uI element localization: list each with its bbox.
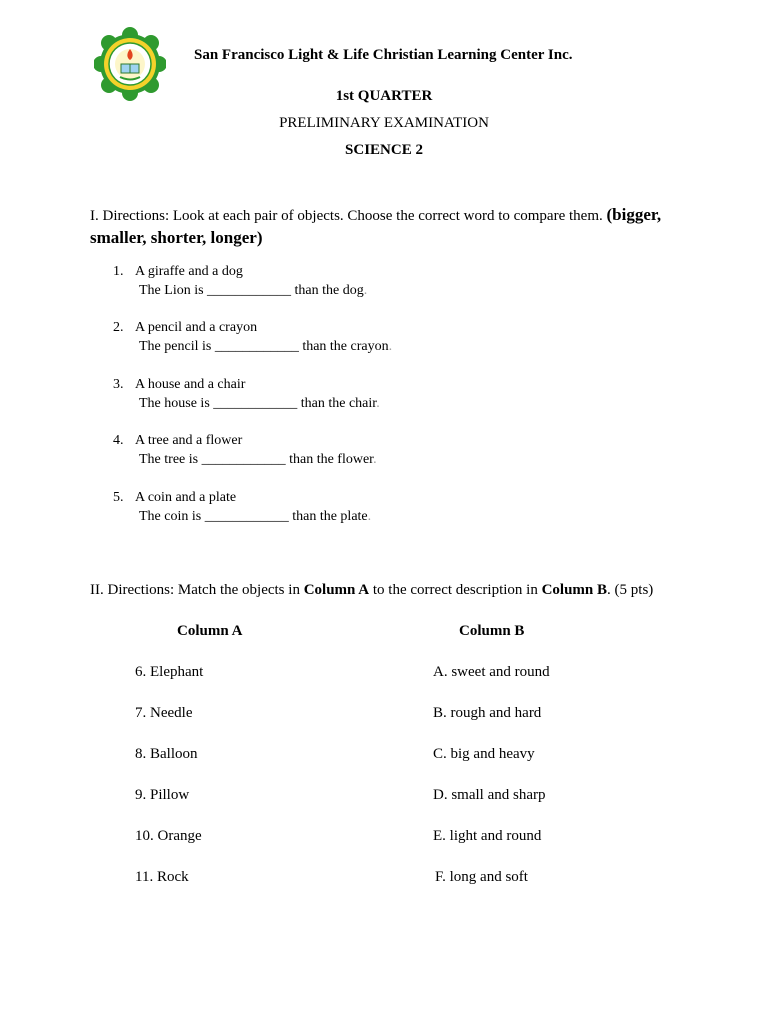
question-number: 1. (113, 264, 124, 279)
question-sentence (139, 339, 392, 355)
sentence-end: than the plate (292, 509, 368, 524)
question-number: 4. (113, 433, 124, 448)
question-sentence (139, 283, 367, 299)
column-b-item: B. rough and hard (433, 705, 542, 721)
part2-directions-post: . (5 pts) (607, 582, 654, 598)
part2-directions (90, 582, 653, 599)
exam-type: PRELIMINARY EXAMINATION (279, 115, 489, 131)
sentence-end: than the dog (294, 283, 364, 298)
answer-blank[interactable]: ____________ (214, 339, 299, 354)
column-a-item: 7. Needle (135, 705, 193, 721)
part2-directions-pre: II. Directions: Match the objects in (90, 582, 300, 598)
sentence-end: than the chair (300, 396, 377, 411)
column-a-ref: Column A (303, 582, 370, 598)
question-pair (113, 264, 243, 280)
answer-blank[interactable]: ____________ (201, 452, 286, 467)
column-b-ref: Column B (541, 582, 608, 598)
sentence-period: . (376, 396, 380, 411)
column-b-item: E. light and round (433, 828, 542, 844)
question-pair (113, 320, 257, 336)
column-b-item: F. long and soft (435, 869, 528, 885)
column-a-item: 10. Orange (135, 828, 202, 844)
sentence-end: than the flower (289, 452, 374, 467)
column-b-header: Column B (459, 623, 525, 639)
sentence-start: The coin is (139, 509, 202, 524)
question-pair-text: A giraffe and a dog (135, 264, 243, 279)
sentence-start: The house is (139, 396, 210, 411)
question-pair (113, 377, 245, 393)
word-bank: (bigger, smaller, shorter, longer) (90, 205, 662, 247)
sentence-period: . (363, 283, 368, 298)
question-pair-text: A house and a chair (135, 377, 246, 392)
question-pair-text: A tree and a flower (135, 433, 243, 448)
sentence-start: The tree is (139, 452, 199, 467)
column-a-header: Column A (177, 623, 243, 639)
question-number: 3. (113, 377, 124, 392)
column-b-item: D. small and sharp (433, 787, 546, 803)
column-a-item: 9. Pillow (135, 787, 190, 803)
question-number: 2. (113, 320, 124, 335)
sentence-period: . (388, 339, 393, 354)
question-pair-text: A coin and a plate (135, 490, 237, 505)
answer-blank[interactable]: ____________ (207, 283, 292, 298)
part1-directions (90, 204, 690, 250)
question-sentence (139, 396, 380, 412)
quarter-label: 1st QUARTER (335, 88, 433, 104)
part2-directions-mid: to the correct description in (372, 582, 538, 598)
column-a-item: 11. Rock (135, 869, 189, 885)
sentence-period: . (373, 452, 377, 467)
column-b-item: A. sweet and round (433, 664, 550, 680)
subject-title: SCIENCE 2 (345, 142, 423, 158)
answer-blank[interactable]: ____________ (213, 396, 298, 411)
question-sentence (139, 452, 377, 468)
column-a-item: 6. Elephant (135, 664, 204, 680)
question-pair-text: A pencil and a crayon (135, 320, 258, 335)
question-pair (113, 433, 242, 449)
sentence-end: than the crayon (302, 339, 389, 354)
column-b-item: C. big and heavy (433, 746, 535, 762)
sentence-start: The pencil is (139, 339, 212, 354)
column-a-item: 8. Balloon (135, 746, 198, 762)
sentence-start: The Lion is (139, 283, 204, 298)
answer-blank[interactable]: ____________ (204, 509, 289, 524)
question-number: 5. (113, 490, 124, 505)
part1-directions-text: I. Directions: Look at each pair of objects. Choose the correct word to compare them. (90, 208, 603, 224)
school-name: San Francisco Light & Life Christian Learning Center Inc. (194, 47, 573, 63)
question-pair (113, 490, 236, 506)
question-sentence (139, 509, 371, 525)
sentence-period: . (367, 509, 372, 524)
